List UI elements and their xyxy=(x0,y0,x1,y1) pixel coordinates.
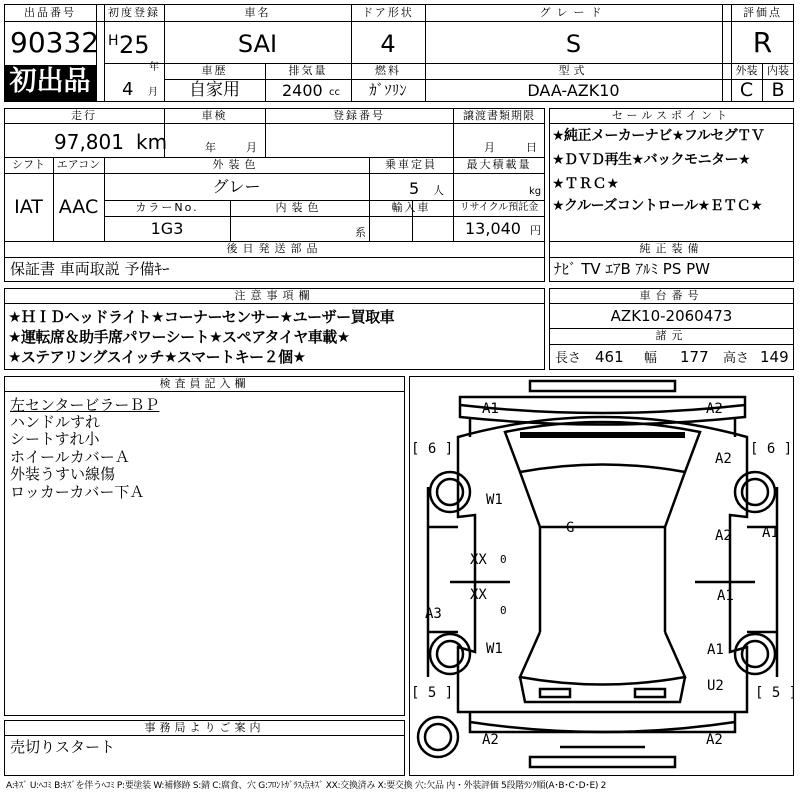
notes-label: 注意事項欄 xyxy=(234,289,315,302)
displacement: 2400 xyxy=(282,81,323,100)
score-label: 評価点 xyxy=(743,6,782,19)
first-reg-label: 初度登録 xyxy=(108,6,160,19)
lot-no-label: 出品番号 xyxy=(24,6,76,19)
equipment: ﾅﾋﾞ TV ｴｱB ｱﾙﾐ PS PW xyxy=(554,260,710,278)
sales-point-line: ★クルーズコントロール★ＥＴＣ★ xyxy=(552,198,763,214)
equipment-label: 純正装備 xyxy=(639,242,704,255)
inspector-label: 検査員記入欄 xyxy=(159,377,250,390)
history-label: 車歴 xyxy=(201,64,228,77)
later-parts: 保証書 車両取説 予備ｷｰ xyxy=(10,260,170,278)
interior-grade: B xyxy=(771,79,785,101)
width-label: 幅 xyxy=(644,351,658,366)
reg-month-unit: 月 xyxy=(148,87,158,98)
inspector-line: ハンドルすれ xyxy=(10,413,101,431)
office-note: 売切りスタート xyxy=(10,738,116,756)
damage-mark: W1 xyxy=(486,492,503,508)
chassis-number: AZK10-2060473 xyxy=(610,307,733,325)
chassis-label: 車台番号 xyxy=(639,289,704,302)
inspection-year-unit: 年 xyxy=(205,141,216,154)
fuel-label: 燃料 xyxy=(375,64,401,77)
max-load-unit: kg xyxy=(529,186,542,197)
shift: IAT xyxy=(14,196,43,218)
exterior-grade-label: 外装 xyxy=(735,64,758,77)
damage-mark: A1 xyxy=(762,525,779,541)
lot-number: 90332 xyxy=(10,26,100,59)
damage-mark: 0 xyxy=(500,604,507,617)
dimensions-label: 諸元 xyxy=(655,329,688,342)
aircon-label: エアコン xyxy=(56,158,101,171)
note-line: ★ステアリングスイッチ★スマートキー２個★ xyxy=(8,348,306,366)
damage-mark: G xyxy=(566,520,575,536)
damage-mark: 0 xyxy=(500,553,507,566)
car-name: SAI xyxy=(237,30,278,58)
interior-color-label: 内装色 xyxy=(275,201,324,214)
damage-mark: A1 xyxy=(482,401,499,417)
inspector-line: 左センタービラーＢＰ xyxy=(10,396,160,414)
import-label: 輸入車 xyxy=(391,201,431,214)
damage-legend: A:ｷｽﾞ U:ﾍｺﾐ B:ｷｽﾞを伴うﾍｺﾐ P:要塗装 W:補修跡 S:錆 C:腐食、穴 G:ﾌﾛﾝﾄｶﾞﾗｽ点ｷｽﾞ XX:交換済み X:要交換 穴:欠品 内・外装評価 5段階ﾗﾝｸ順(A･B･C･D･E) 2 xyxy=(6,781,607,791)
sales-point-line: ★純正メーカーナビ★フルセグＴＶ xyxy=(552,128,765,144)
color-no: 1G3 xyxy=(150,219,184,238)
displacement-unit: cc xyxy=(329,87,340,98)
damage-mark: A2 xyxy=(715,528,732,544)
car-outline xyxy=(410,377,793,775)
interior-color-unit: 系 xyxy=(355,226,366,239)
exterior-color-label: 外装色 xyxy=(212,158,261,171)
transfer-month-unit: 月 xyxy=(484,141,495,154)
inspection-label: 車検 xyxy=(201,109,228,122)
damage-mark: [ 6 ] xyxy=(750,441,793,457)
inspector-line: 外装うすい線傷 xyxy=(10,465,116,483)
damage-mark: A3 xyxy=(425,606,442,622)
office-label: 事務局よりご案内 xyxy=(144,721,265,734)
model-label: 型式 xyxy=(558,64,589,77)
score: R xyxy=(752,26,773,59)
width: 177 xyxy=(680,348,709,366)
fuel: ｶﾞｿﾘﾝ xyxy=(369,81,407,99)
inspector-line: シートすれ小 xyxy=(10,430,100,448)
height-label: 高さ xyxy=(723,351,750,366)
capacity-unit: 人 xyxy=(433,184,444,197)
car-diagram xyxy=(409,376,798,776)
doors-label: ドア形状 xyxy=(362,6,414,19)
car-name-label: 車名 xyxy=(244,6,271,19)
damage-mark: XX xyxy=(470,587,487,603)
damage-mark: A2 xyxy=(706,732,723,748)
recycle-label: リサイクル預託金 xyxy=(459,202,539,213)
transfer-deadline-label: 譲渡書類期限 xyxy=(463,109,535,122)
grade-label: グレード xyxy=(539,6,608,19)
history: 自家用 xyxy=(189,80,240,100)
damage-mark: A2 xyxy=(715,451,732,467)
later-parts-label: 後日発送部品 xyxy=(226,242,323,255)
exterior-color: グレー xyxy=(212,177,261,196)
capacity: 5 xyxy=(409,179,420,198)
note-line: ★運転席＆助手席パワーシート★スペアタイヤ車載★ xyxy=(8,328,350,346)
damage-mark: A1 xyxy=(717,588,734,604)
doors: 4 xyxy=(380,30,396,58)
length: 461 xyxy=(595,348,624,366)
reg-month: 4 xyxy=(122,79,134,100)
sales-points-label: セールスポイント xyxy=(611,109,731,122)
sales-point-line: ★ＤＶＤ再生★バックモニター★ xyxy=(552,152,751,168)
first-listing-badge: 初出品 xyxy=(4,65,96,102)
height: 149 xyxy=(760,348,789,366)
reg-year: 25 xyxy=(119,31,150,59)
damage-mark: [ 6 ] xyxy=(411,441,454,457)
sales-point-line: ★ＴＲＣ★ xyxy=(552,176,620,192)
plate-label: 登録番号 xyxy=(333,109,385,122)
damage-mark: XX xyxy=(470,552,487,568)
shift-label: シフト xyxy=(12,158,45,171)
inspector-line: ロッカーカバー下Ａ xyxy=(10,483,145,501)
displacement-label: 排気量 xyxy=(288,64,328,77)
grade: S xyxy=(565,30,582,58)
damage-mark: W1 xyxy=(486,641,503,657)
damage-mark: U2 xyxy=(707,678,724,694)
note-line: ★ＨＩＤヘッドライト★コーナーセンサー★ユーザー買取車 xyxy=(8,308,395,326)
mileage-unit: km xyxy=(136,130,168,154)
mileage: 97,801 xyxy=(54,130,124,154)
damage-mark: A2 xyxy=(482,732,499,748)
transfer-day-unit: 日 xyxy=(526,141,537,154)
exterior-grade: C xyxy=(739,79,754,101)
damage-mark: A1 xyxy=(707,642,724,658)
max-load-label: 最大積載量 xyxy=(466,158,532,171)
reg-year-unit: 年 xyxy=(149,62,159,73)
length-label: 長さ xyxy=(555,351,582,366)
inspection-month-unit: 月 xyxy=(246,141,257,154)
interior-grade-label: 内装 xyxy=(767,64,789,77)
inspector-line: ホイールカバーＡ xyxy=(10,448,130,466)
era-prefix: H xyxy=(108,33,119,49)
damage-mark: [ 5 ] xyxy=(755,685,798,701)
mileage-label: 走行 xyxy=(71,109,97,122)
damage-mark: [ 5 ] xyxy=(411,685,454,701)
recycle-unit: 円 xyxy=(530,224,541,237)
aircon: AAC xyxy=(58,196,99,218)
capacity-label: 乗車定員 xyxy=(385,158,437,171)
color-no-label: カラーNo. xyxy=(135,201,199,214)
model: DAA-AZK10 xyxy=(527,81,620,100)
recycle-fee: 13,040 xyxy=(465,219,521,238)
damage-mark: A2 xyxy=(706,401,723,417)
